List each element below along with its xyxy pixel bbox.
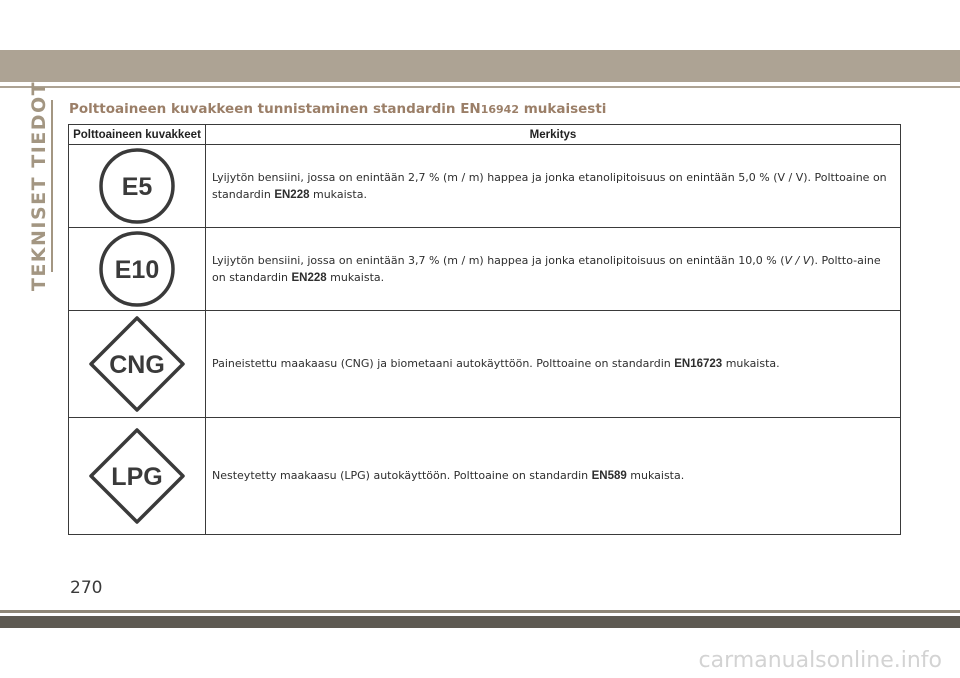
meaning-text: Lyijytön bensiini, jossa on enintään 3,7 % (m / m) happea ja jonka etanolipitoisuus on enintään 10,0 % ( — [212, 253, 785, 267]
standard-code: EN228 — [274, 188, 310, 201]
table-row — [69, 228, 901, 311]
symbol-cell — [69, 311, 206, 418]
page-title-suffix: mukaisesti — [519, 101, 607, 117]
meaning-text-end: mukaista. — [626, 469, 685, 482]
symbol-cell — [69, 228, 206, 311]
footer-rule — [0, 610, 960, 613]
table-row — [69, 418, 901, 535]
e5-symbol-text: E5 — [121, 173, 153, 201]
page-title-code: 16942 — [480, 103, 519, 116]
page-number: 270 — [70, 578, 103, 598]
meaning-cell — [206, 311, 901, 418]
lpg-diamond-icon — [87, 426, 187, 526]
fuel-symbol-table — [68, 124, 901, 535]
standard-code: EN228 — [291, 271, 327, 284]
cng-diamond-icon — [87, 314, 187, 414]
meaning-text: Nesteytetty maakaasu (LPG) autokäyttöön. Polttoaine on standardin — [212, 469, 592, 482]
e10-circle-icon — [96, 228, 178, 310]
meaning-cell — [206, 228, 901, 311]
header-rule — [0, 86, 960, 88]
section-tab-label: TEKNISET TIEDOT — [28, 80, 50, 292]
e10-symbol-text: E10 — [114, 256, 160, 284]
meaning-text-end: mukaista. — [326, 270, 385, 284]
standard-code: EN16723 — [674, 358, 723, 370]
meaning-cell — [206, 418, 901, 535]
meaning-cell — [206, 145, 901, 228]
symbol-cell — [69, 418, 206, 535]
section-tab-rule — [51, 100, 53, 272]
cng-symbol-text: CNG — [109, 351, 165, 379]
meaning-text: Lyijytön bensiini, jossa on enintään 2,7 % (m / m) happea ja jonka etanolipitoisuus on enintään 5,0 % (V / V). Polttoaine on standardin — [212, 170, 887, 201]
meaning-italic: V / V — [784, 253, 811, 267]
table-row — [69, 311, 901, 418]
meaning-text-end: mukaista. — [722, 357, 780, 370]
meaning-text: Paineistettu maakaasu (CNG) ja biometaani autokäyttöön. Polttoaine on standardin — [212, 357, 675, 370]
lpg-symbol-text: LPG — [111, 463, 163, 491]
standard-code: EN589 — [591, 470, 627, 482]
meaning-text-cont: ). Poltto-aine on standardin — [212, 253, 881, 284]
table-row — [69, 145, 901, 228]
header-band — [0, 50, 960, 82]
meaning-text-end: mukaista. — [309, 187, 367, 201]
column-header-symbols: Polttoaineen kuvakkeet — [69, 125, 206, 145]
e5-circle-icon — [96, 145, 178, 227]
watermark: carmanualsonline.info — [698, 648, 942, 673]
column-header-meaning: Merkitys — [206, 125, 901, 145]
symbol-cell — [69, 145, 206, 228]
footer-band — [0, 616, 960, 628]
table-header-row — [69, 125, 901, 145]
page-title — [69, 101, 606, 117]
page-title-main: Polttoaineen kuvakkeen tunnistaminen standardin EN — [69, 101, 481, 117]
